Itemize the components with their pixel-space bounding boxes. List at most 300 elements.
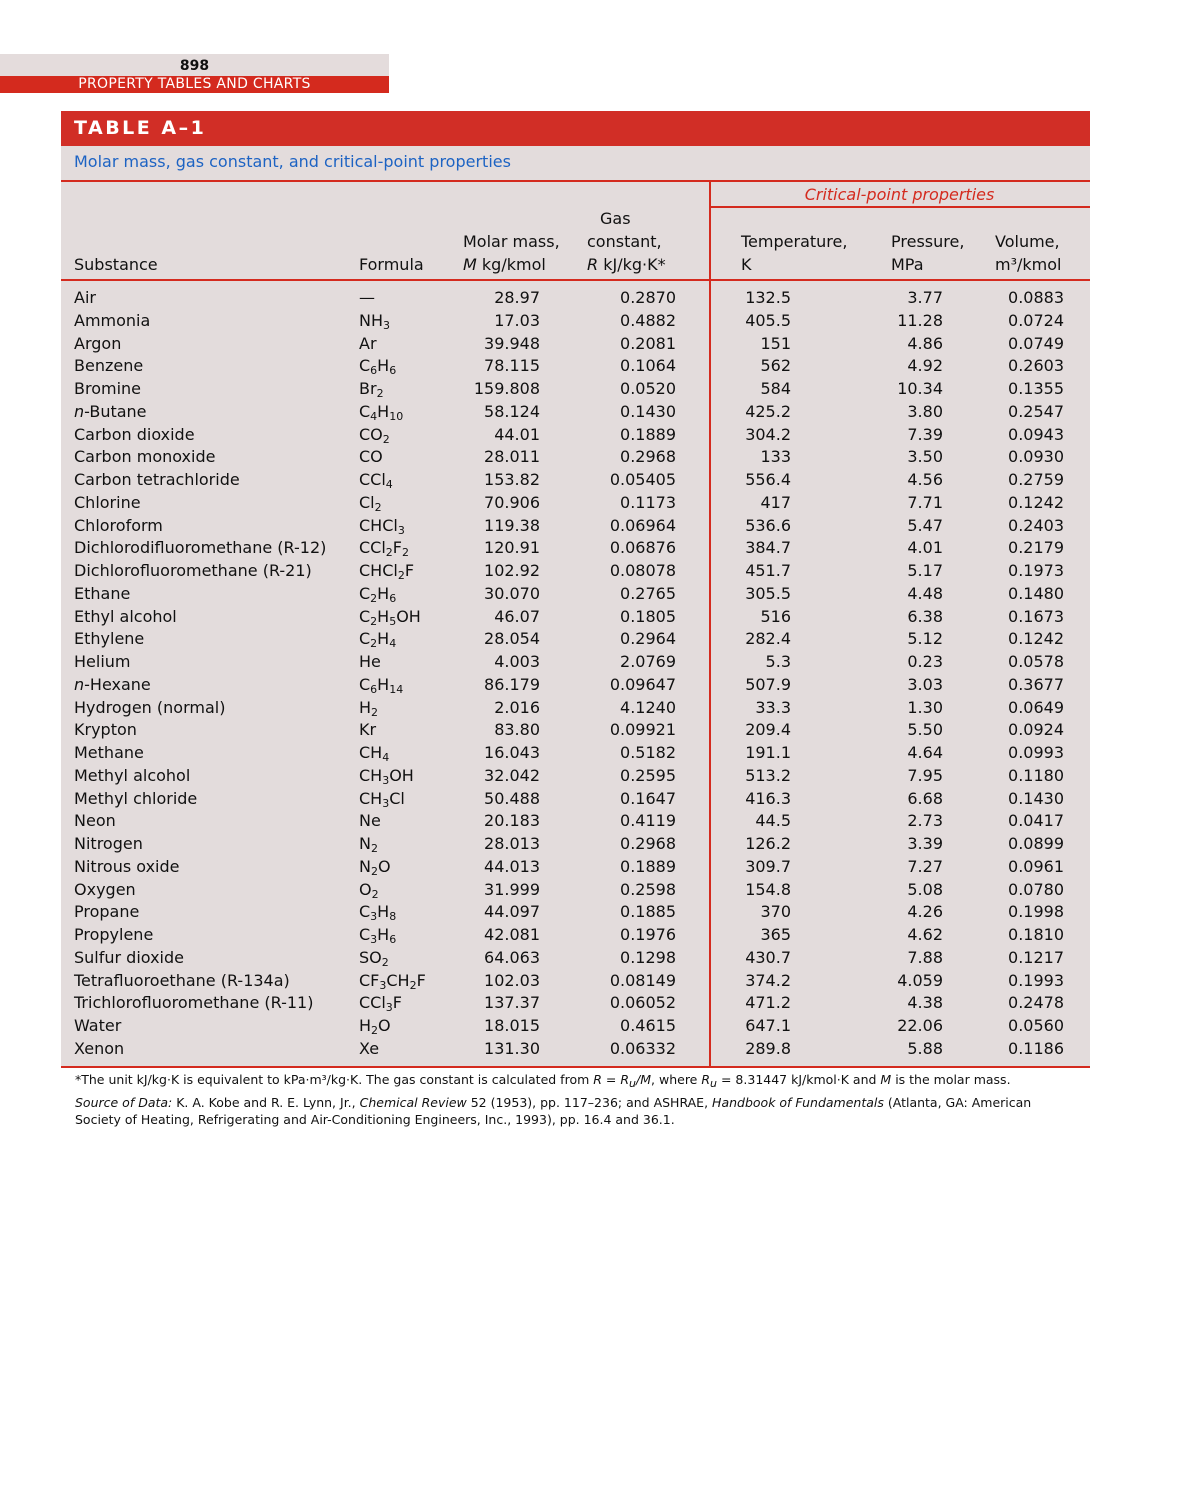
cell-temperature: 405.5 — [745, 310, 791, 330]
cell-temperature: 507.9 — [745, 674, 791, 694]
cell-gas-constant: 0.2598 — [620, 879, 676, 899]
cell-formula: CHCl$_3$ — [359, 515, 405, 537]
table-row — [61, 628, 1090, 651]
cell-gas-constant: 0.06876 — [609, 538, 676, 558]
cell-temperature: 132.5 — [745, 288, 791, 307]
cell-volume: 0.0883 — [1008, 288, 1065, 307]
table-body-panel — [61, 182, 1090, 1068]
cell-substance: Chloroform — [74, 515, 163, 535]
cell-pressure: 4.86 — [907, 333, 943, 353]
cell-molar-mass: 50.488 — [484, 788, 540, 808]
table-row — [61, 515, 1090, 538]
cell-pressure: 5.47 — [907, 515, 943, 535]
cell-molar-mass: 83.80 — [494, 720, 540, 740]
cell-substance: Carbon tetrachloride — [74, 470, 240, 489]
cell-volume: 0.0943 — [1008, 424, 1065, 444]
cell-pressure: 6.38 — [907, 606, 943, 626]
cell-molar-mass: 102.92 — [484, 561, 540, 580]
table-row — [61, 469, 1090, 492]
table-row — [61, 1038, 1090, 1066]
cell-molar-mass: 28.97 — [494, 288, 540, 307]
cell-volume: 0.0724 — [1008, 310, 1065, 330]
cell-formula: $O_2$ — [359, 879, 379, 901]
cell-volume: 0.1180 — [1008, 765, 1065, 785]
cell-temperature: 309.7 — [745, 856, 791, 876]
cell-temperature: 451.7 — [745, 561, 791, 580]
table-rows — [61, 280, 1090, 1066]
cell-pressure: 3.50 — [907, 447, 943, 467]
cell-gas-constant: 0.2765 — [620, 583, 676, 603]
cell-formula: CCl$_3$F — [359, 993, 402, 1015]
cell-gas-constant: 0.2595 — [620, 765, 676, 785]
header-molar-mass-unit: kg/kmol — [476, 255, 546, 274]
table-row — [61, 856, 1090, 879]
cell-gas-constant: 0.4615 — [620, 1016, 676, 1035]
unit-note-m: M — [880, 1072, 892, 1087]
cell-substance: Methane — [74, 743, 144, 762]
cell-gas-constant: 0.1647 — [620, 788, 676, 808]
cell-gas-constant: 0.08149 — [609, 970, 676, 990]
cell-formula: $C_4H_{10}$ — [359, 401, 404, 423]
cell-molar-mass: 131.30 — [484, 1038, 540, 1058]
cell-volume: 0.0649 — [1008, 697, 1065, 717]
cell-volume: 0.2759 — [1008, 470, 1065, 489]
cell-volume: 0.1217 — [1008, 947, 1065, 967]
header-gas-constant-unit: kJ/kg·K* — [598, 255, 666, 274]
header-gas-label: Gas — [600, 209, 631, 228]
cell-molar-mass: 39.948 — [484, 333, 540, 353]
cell-formula: $CF_3CH_2F$ — [359, 970, 426, 992]
header-substance: Substance — [74, 255, 158, 274]
table-row — [61, 697, 1090, 720]
cell-gas-constant: 0.4882 — [620, 310, 676, 330]
cell-substance: Argon — [74, 333, 122, 353]
cell-gas-constant: 0.4119 — [620, 811, 676, 831]
cell-gas-constant: 0.1298 — [620, 947, 676, 967]
table-row — [61, 446, 1090, 469]
cell-volume: 0.1242 — [1008, 629, 1065, 649]
cell-substance: Trichlorofluoromethane (R-11) — [74, 993, 314, 1013]
cell-molar-mass: 28.054 — [484, 629, 540, 649]
cell-temperature: 562 — [760, 356, 791, 376]
cell-molar-mass: 18.015 — [484, 1016, 540, 1035]
cell-temperature: 370 — [760, 902, 791, 922]
table-row — [61, 833, 1090, 856]
page-number: 898 — [0, 54, 389, 76]
cell-volume: 0.1480 — [1008, 583, 1065, 603]
header-pressure-label: Pressure, — [891, 232, 965, 251]
source-text-b: 52 (1953), pp. 117–236; and ASHRAE, — [466, 1095, 713, 1110]
cell-pressure: 0.23 — [907, 652, 943, 671]
cell-temperature: 365 — [760, 925, 791, 944]
cell-volume: 0.3677 — [1008, 674, 1065, 694]
cell-temperature: 430.7 — [745, 947, 791, 967]
cell-pressure: 5.08 — [907, 879, 943, 899]
cell-temperature: 209.4 — [745, 720, 791, 740]
cell-temperature: 305.5 — [745, 583, 791, 603]
cell-gas-constant: 2.0769 — [620, 652, 676, 671]
cell-substance: Propylene — [74, 925, 154, 944]
cell-temperature: 416.3 — [745, 788, 791, 808]
cell-pressure: 7.88 — [907, 947, 943, 967]
cell-temperature: 536.6 — [745, 515, 791, 535]
source-text-c: (Atlanta, GA: American Society of Heating, Refrigerating and Air-Conditioning Engineers, Inc., 1993), pp. 16.4 and 36.1. — [75, 1095, 1032, 1127]
cell-substance: Air — [74, 288, 96, 307]
cell-volume: 0.1998 — [1008, 902, 1065, 922]
cell-volume: 0.0993 — [1008, 743, 1065, 762]
cell-substance: Chlorine — [74, 492, 141, 512]
cell-formula: $H_2$ — [359, 697, 379, 719]
cell-molar-mass: 119.38 — [484, 515, 540, 535]
cell-substance: Carbon dioxide — [74, 424, 195, 444]
source-footnote — [75, 1094, 1035, 1128]
cell-pressure: 3.80 — [907, 401, 943, 421]
cell-pressure: 1.30 — [907, 697, 943, 717]
cell-formula: $C_2H_5OH$ — [359, 606, 421, 628]
cell-formula: $C_3H_6$ — [359, 925, 397, 946]
cell-volume: 0.2478 — [1008, 993, 1065, 1013]
cell-molar-mass: 64.063 — [484, 947, 540, 967]
table-title: TABLE A–1 — [61, 111, 1090, 146]
cell-pressure: 6.68 — [907, 788, 943, 808]
table-row — [61, 1015, 1090, 1038]
unit-note-text-a: *The unit kJ/kg·K is equivalent to kPa·m³/kg·K. The gas constant is calculated from — [75, 1072, 594, 1087]
cell-pressure: 4.92 — [907, 356, 943, 376]
cell-substance: Sulfur dioxide — [74, 947, 184, 967]
cell-temperature: 33.3 — [755, 697, 791, 717]
cell-pressure: 7.39 — [907, 424, 943, 444]
table-row — [61, 583, 1090, 606]
cell-volume: 0.0749 — [1008, 333, 1065, 353]
cell-molar-mass: 86.179 — [484, 674, 540, 694]
cell-volume: 0.1810 — [1008, 925, 1065, 944]
table-row — [61, 742, 1090, 765]
cell-pressure: 10.34 — [897, 379, 943, 398]
table-row — [61, 674, 1090, 697]
unit-note-formula: $R = R_u/M$ — [593, 1072, 652, 1090]
cell-molar-mass: 70.906 — [484, 492, 540, 512]
cell-gas-constant: 0.1889 — [620, 856, 676, 876]
cell-pressure: 3.39 — [907, 834, 943, 853]
cell-temperature: 154.8 — [745, 879, 791, 899]
cell-substance: Ethane — [74, 583, 131, 603]
cell-gas-constant: 0.2081 — [620, 333, 676, 353]
cell-formula: $Br_2$ — [359, 379, 384, 400]
cell-molar-mass: 78.115 — [484, 356, 540, 376]
source-journal: Chemical Review — [359, 1095, 467, 1110]
table-row — [61, 788, 1090, 811]
cell-volume: 0.1673 — [1008, 606, 1065, 626]
unit-footnote — [75, 1071, 1035, 1088]
cell-substance: Oxygen — [74, 879, 136, 899]
cell-pressure: 2.73 — [907, 811, 943, 831]
cell-pressure: 3.77 — [907, 288, 943, 307]
unit-note-text-c: = 8.31447 kJ/kmol·K and — [717, 1072, 881, 1087]
cell-molar-mass: 2.016 — [494, 697, 540, 717]
cell-volume: 0.1993 — [1008, 970, 1065, 990]
cell-molar-mass: 137.37 — [484, 993, 540, 1013]
cell-formula: $Cl_2$ — [359, 492, 382, 514]
table-row — [61, 492, 1090, 515]
cell-molar-mass: 58.124 — [484, 401, 540, 421]
cell-volume: 0.1973 — [1008, 561, 1065, 580]
cell-formula: $CO_2$ — [359, 424, 390, 446]
cell-substance: Methyl chloride — [74, 788, 198, 808]
cell-pressure: 7.27 — [907, 856, 943, 876]
cell-substance: Nitrous oxide — [74, 856, 180, 876]
cell-molar-mass: 42.081 — [484, 925, 540, 944]
cell-formula: He — [359, 652, 381, 671]
cell-gas-constant: 0.2964 — [620, 629, 676, 649]
table-row — [61, 765, 1090, 788]
cell-molar-mass: 17.03 — [494, 310, 540, 330]
cell-volume: 0.1242 — [1008, 492, 1065, 512]
table-row — [61, 560, 1090, 583]
cell-volume: 0.2547 — [1008, 401, 1065, 421]
cell-volume: 0.1355 — [1008, 379, 1065, 398]
cell-substance: Dichlorofluoromethane (R-21) — [74, 561, 312, 580]
cell-temperature: 44.5 — [755, 811, 791, 831]
cell-formula: Ar — [359, 333, 377, 353]
cell-gas-constant: 0.2870 — [620, 288, 676, 307]
cell-substance: Tetrafluoroethane (R-134a) — [74, 970, 290, 990]
cell-substance: Helium — [74, 652, 131, 671]
header-volume-label: Volume, — [995, 232, 1060, 251]
cell-pressure: 5.50 — [907, 720, 943, 740]
cell-gas-constant: 0.1889 — [620, 424, 676, 444]
unit-note-ru: $R_u$ — [701, 1072, 718, 1090]
cell-temperature: 471.2 — [745, 993, 791, 1013]
cell-temperature: 647.1 — [745, 1016, 791, 1035]
cell-temperature: 425.2 — [745, 401, 791, 421]
cell-temperature: 374.2 — [745, 970, 791, 990]
cell-gas-constant: 0.06332 — [609, 1038, 676, 1058]
cell-volume: 0.0899 — [1008, 834, 1065, 853]
cell-gas-constant: 0.1064 — [620, 356, 676, 376]
cell-substance: Hydrogen (normal) — [74, 697, 226, 717]
section-title: PROPERTY TABLES AND CHARTS — [0, 76, 389, 93]
cell-substance: Ethylene — [74, 629, 145, 649]
cell-substance: n-Butane — [74, 401, 147, 421]
table-row — [61, 879, 1090, 902]
cell-gas-constant: 0.1173 — [620, 492, 676, 512]
cell-formula: $C_2H_6$ — [359, 583, 397, 605]
cell-gas-constant: 0.09647 — [609, 674, 676, 694]
cell-substance: Dichlorodifluoromethane (R-12) — [74, 538, 327, 558]
table-row — [61, 924, 1090, 947]
property-table — [61, 111, 1090, 1068]
data-table — [61, 182, 1090, 1066]
cell-formula: $C_2H_4$ — [359, 629, 397, 651]
table-row — [61, 355, 1090, 378]
cell-formula: — — [359, 288, 375, 307]
unit-note-text-d: is the molar mass. — [891, 1072, 1011, 1087]
cell-temperature: 5.3 — [765, 652, 791, 671]
cell-formula: $CH_3Cl$ — [359, 788, 405, 810]
cell-formula: CO — [359, 447, 383, 467]
cell-molar-mass: 28.011 — [484, 447, 540, 467]
footnotes — [75, 1071, 1035, 1134]
cell-molar-mass: 120.91 — [484, 538, 540, 558]
cell-formula: $CH_4$ — [359, 743, 390, 764]
cell-substance: Ammonia — [74, 310, 151, 330]
cell-volume: 0.2603 — [1008, 356, 1065, 376]
table-row — [61, 537, 1090, 560]
header-temperature-unit: K — [741, 255, 752, 274]
cell-substance: Water — [74, 1016, 122, 1035]
cell-pressure: 5.17 — [907, 561, 943, 580]
cell-volume: 0.0780 — [1008, 879, 1065, 899]
critical-point-header: Critical-point properties — [709, 182, 1090, 207]
cell-gas-constant: 0.5182 — [620, 743, 676, 762]
cell-pressure: 7.71 — [907, 492, 943, 512]
cell-gas-constant: 0.2968 — [620, 834, 676, 853]
cell-gas-constant: 0.1430 — [620, 401, 676, 421]
table-row — [61, 719, 1090, 742]
cell-substance: Carbon monoxide — [74, 447, 216, 467]
cell-molar-mass: 32.042 — [484, 765, 540, 785]
cell-molar-mass: 46.07 — [494, 606, 540, 626]
cell-substance: n-Hexane — [74, 674, 151, 694]
table-row — [61, 401, 1090, 424]
header-constant-label: constant, — [587, 232, 662, 251]
cell-volume: 0.0417 — [1008, 811, 1065, 831]
table-row — [61, 333, 1090, 356]
cell-temperature: 516 — [760, 606, 791, 626]
cell-pressure: 5.12 — [907, 629, 943, 649]
cell-molar-mass: 30.070 — [484, 583, 540, 603]
header-gas-constant-symbol: R — [587, 255, 599, 274]
cell-volume: 0.2403 — [1008, 515, 1065, 535]
header-molar-mass-symbol: M — [463, 255, 477, 274]
cell-temperature: 513.2 — [745, 765, 791, 785]
cell-volume: 0.1430 — [1008, 788, 1065, 808]
cell-pressure: 22.06 — [897, 1016, 943, 1035]
cell-temperature: 417 — [760, 492, 791, 512]
cell-formula: $N_2O$ — [359, 856, 391, 878]
table-caption: Molar mass, gas constant, and critical-point properties — [61, 146, 1090, 182]
cell-pressure: 4.62 — [907, 925, 943, 944]
cell-substance: Bromine — [74, 379, 142, 398]
header-volume-unit: m³/kmol — [995, 255, 1062, 274]
cell-molar-mass: 153.82 — [484, 470, 540, 489]
cell-pressure: 4.48 — [907, 583, 943, 603]
table-row — [61, 947, 1090, 970]
cell-volume: 0.0930 — [1008, 447, 1065, 467]
cell-volume: 0.2179 — [1008, 538, 1065, 558]
cell-gas-constant: 0.09921 — [609, 720, 676, 740]
cell-formula: Kr — [359, 720, 377, 740]
cell-formula: $C_3H_8$ — [359, 902, 397, 924]
cell-formula: $CCl_2F_2$ — [359, 538, 409, 560]
cell-temperature: 151 — [760, 333, 791, 353]
cell-formula: Xe — [359, 1038, 380, 1058]
cell-gas-constant: 0.08078 — [609, 561, 676, 580]
table-row — [61, 280, 1090, 310]
cell-substance: Neon — [74, 811, 116, 831]
cell-molar-mass: 16.043 — [484, 743, 540, 762]
cell-temperature: 282.4 — [745, 629, 791, 649]
cell-pressure: 11.28 — [897, 310, 943, 330]
cell-substance: Propane — [74, 902, 140, 922]
header-pressure-unit: MPa — [891, 255, 924, 274]
cell-formula: $NH_3$ — [359, 310, 390, 332]
cell-formula: $SO_2$ — [359, 947, 389, 969]
page-header — [0, 54, 389, 93]
cell-gas-constant: 0.0520 — [620, 379, 676, 398]
cell-molar-mass: 159.808 — [473, 379, 540, 398]
cell-pressure: 4.56 — [907, 470, 943, 489]
cell-pressure: 4.64 — [907, 743, 943, 762]
cell-molar-mass: 44.097 — [484, 902, 540, 922]
cell-substance: Benzene — [74, 356, 144, 376]
table-row — [61, 310, 1090, 333]
cell-pressure: 4.26 — [907, 902, 943, 922]
cell-temperature: 133 — [760, 447, 791, 467]
cell-gas-constant: 0.2968 — [620, 447, 676, 467]
cell-volume: 0.1186 — [1008, 1038, 1065, 1058]
cell-formula: $H_2O$ — [359, 1016, 391, 1037]
cell-substance: Xenon — [74, 1038, 125, 1058]
header-temperature-label: Temperature, — [741, 232, 848, 251]
table-row — [61, 970, 1090, 993]
table-row — [61, 424, 1090, 447]
cell-temperature: 304.2 — [745, 424, 791, 444]
cell-pressure: 7.95 — [907, 765, 943, 785]
table-row — [61, 606, 1090, 629]
source-text-a: K. A. Kobe and R. E. Lynn, Jr., — [172, 1095, 360, 1110]
cell-volume: 0.0578 — [1008, 652, 1065, 671]
cell-temperature: 126.2 — [745, 834, 791, 853]
cell-molar-mass: 44.013 — [484, 856, 540, 876]
cell-molar-mass: 28.013 — [484, 834, 540, 853]
cell-formula: CHCl$_2$F — [359, 561, 415, 582]
cell-gas-constant: 0.06052 — [609, 993, 676, 1013]
cell-gas-constant: 0.1805 — [620, 606, 676, 626]
cell-formula: $CH_3OH$ — [359, 765, 414, 787]
table-row — [61, 901, 1090, 924]
cell-substance: Krypton — [74, 720, 137, 740]
cell-formula: $N_2$ — [359, 834, 378, 855]
cell-volume: 0.0961 — [1008, 856, 1065, 876]
header-formula: Formula — [359, 255, 424, 274]
cell-pressure: 3.03 — [907, 674, 943, 694]
cell-substance: Methyl alcohol — [74, 765, 191, 785]
cell-pressure: 4.059 — [897, 970, 943, 990]
cell-temperature: 584 — [760, 379, 791, 398]
cell-pressure: 4.38 — [907, 993, 943, 1013]
cell-formula: $C_6H_{14}$ — [359, 674, 404, 696]
cell-volume: 0.0924 — [1008, 720, 1065, 740]
source-book: Handbook of Fundamentals — [712, 1095, 884, 1110]
cell-formula: CCl$_4$ — [359, 470, 393, 491]
cell-volume: 0.0560 — [1008, 1016, 1065, 1035]
cell-molar-mass: 4.003 — [494, 652, 540, 671]
cell-gas-constant: 0.1885 — [620, 902, 676, 922]
unit-note-text-b: , where — [651, 1072, 702, 1087]
cell-molar-mass: 44.01 — [494, 424, 540, 444]
cell-pressure: 5.88 — [907, 1038, 943, 1058]
table-row — [61, 992, 1090, 1015]
cell-temperature: 384.7 — [745, 538, 791, 558]
cell-molar-mass: 20.183 — [484, 811, 540, 831]
cell-gas-constant: 0.1976 — [620, 925, 676, 944]
cell-temperature: 556.4 — [745, 470, 791, 489]
cell-molar-mass: 102.03 — [484, 970, 540, 990]
cell-molar-mass: 31.999 — [484, 879, 540, 899]
cell-pressure: 4.01 — [907, 538, 943, 558]
cell-gas-constant: 0.06964 — [609, 515, 676, 535]
